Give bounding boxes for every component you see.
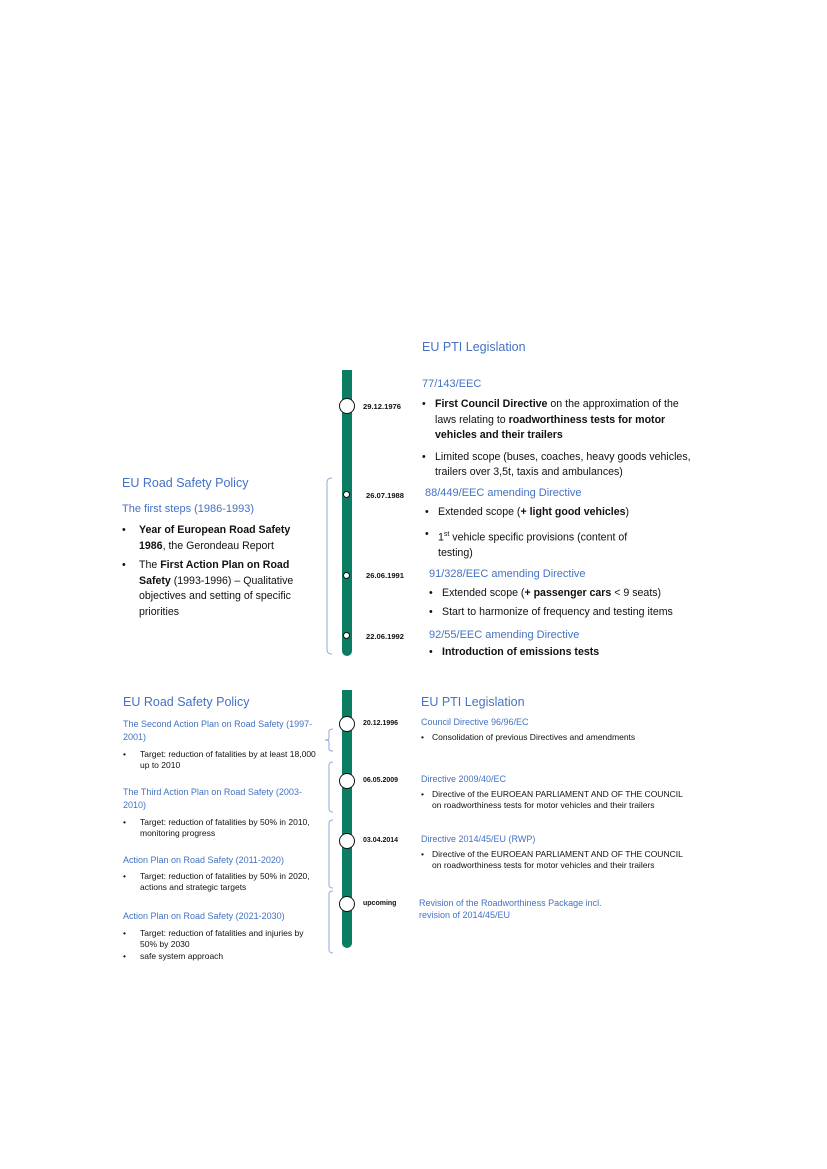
bullet-dot: •	[429, 587, 433, 599]
event-bullet	[425, 505, 695, 521]
event-title: Directive 2009/40/EC	[421, 774, 507, 784]
text: safe system approach	[140, 950, 224, 961]
superscript: st	[443, 530, 450, 538]
event-bullet	[429, 645, 699, 661]
bold-text: First Action Plan on Road Safety	[139, 559, 290, 587]
text: 1	[438, 531, 444, 544]
timeline-node-2014	[339, 833, 355, 849]
plan-title: Action Plan on Road Safety (2011-2020)	[123, 855, 284, 865]
text: , the Gerondeau Report	[162, 539, 274, 552]
policy-title-top: EU Road Safety Policy	[122, 476, 249, 490]
policy-item	[122, 523, 312, 554]
policy-title-bottom: EU Road Safety Policy	[123, 695, 250, 709]
text: < 9 seats)	[611, 587, 662, 599]
text: (1993-1996) – Qualitative objectives and setting of specific priorities	[139, 574, 294, 618]
event-bullet	[421, 789, 683, 812]
bold-text: First Council Directive	[435, 398, 548, 410]
event-date: 29.12.1976	[363, 402, 402, 411]
plan-bullet	[123, 928, 318, 951]
text: Target: reduction of fatalities and injuries by 50% by 2030	[140, 928, 304, 950]
event-1976	[422, 378, 692, 481]
event-date: 06.05.2009	[363, 777, 399, 784]
plan-2011-2020	[123, 854, 318, 894]
event-1991	[429, 568, 699, 620]
bold-text: Year of European Road Safety 1986	[139, 524, 291, 552]
text: The	[139, 559, 161, 571]
bracket-bottom-2	[324, 762, 334, 812]
bold-text: roadworthiness tests for motor vehicles and their trailers	[435, 413, 666, 441]
event-bullet	[422, 397, 692, 444]
text: Target: reduction of fatalities by 50% in 2020, actions and strategic targets	[140, 871, 310, 893]
plan-title: Action Plan on Road Safety (2021-2030)	[123, 911, 285, 921]
plan-bullet	[123, 749, 318, 772]
legislation-title-bottom: EU PTI Legislation	[421, 695, 525, 709]
event-date: 22.06.1992	[366, 632, 405, 641]
plan-title: The Second Action Plan on Road Safety (1997-2001)	[123, 719, 313, 742]
bold-text: + light good vehicles	[520, 506, 626, 518]
event-title: 77/143/EEC	[422, 378, 482, 390]
text: Target: reduction of fatalities by 50% in 2010, monitoring progress	[140, 817, 310, 839]
text: vehicle specific provisions (content of testing)	[438, 531, 628, 559]
event-bullet	[429, 605, 699, 621]
timeline-node-1996	[339, 716, 355, 732]
event-title: 92/55/EEC amending Directive	[429, 629, 580, 641]
event-date: 26.06.1991	[366, 571, 405, 580]
bullet-dot: •	[422, 398, 426, 410]
plan-2021-2030	[123, 910, 318, 962]
event-bullet	[421, 849, 683, 872]
event-1988	[425, 487, 695, 561]
plan-second	[123, 718, 318, 772]
bullet-dot: •	[421, 732, 424, 742]
event-title: Directive 2014/45/EU (RWP)	[421, 834, 536, 844]
bullet-dot: •	[123, 928, 126, 938]
bullet-dot: •	[122, 559, 126, 571]
event-1996	[421, 717, 691, 743]
timeline-node-2009	[339, 773, 355, 789]
bracket-top	[322, 478, 334, 654]
policy-list	[122, 523, 312, 620]
text: on the approximation of the laws relating to	[435, 398, 679, 426]
event-title: 88/449/EEC amending Directive	[425, 487, 582, 499]
text: Consolidation of previous Directives and amendments	[432, 732, 636, 742]
text: Start to harmonize of frequency and testing items	[442, 605, 673, 618]
bullet-dot: •	[429, 646, 433, 658]
bold-text: Introduction of emissions tests	[442, 646, 600, 658]
bullet-dot: •	[429, 605, 433, 618]
event-bullet	[425, 527, 658, 562]
plan-bullet	[123, 871, 318, 894]
event-title: 91/328/EEC amending Directive	[429, 568, 586, 580]
plan-title: The Third Action Plan on Road Safety (2003-2010)	[123, 787, 302, 810]
event-title: Council Directive 96/96/EC	[421, 717, 529, 727]
bullet-dot: •	[425, 506, 429, 518]
policy-item	[122, 558, 312, 620]
text: Directive of the EUROEAN PARLIAMENT AND OF THE COUNCIL on roadworthiness tests for motor vehicles and their trailers	[432, 789, 683, 811]
event-date: 20.12.1996	[363, 720, 399, 727]
text: Directive of the EUROEAN PARLIAMENT AND OF THE COUNCIL on roadworthiness tests for motor vehicles and their trailers	[432, 849, 683, 871]
plan-third	[123, 786, 318, 840]
event-date: upcoming	[363, 900, 397, 907]
bullet-dot: •	[422, 450, 426, 463]
event-1992	[429, 629, 699, 661]
bullet-dot: •	[122, 524, 126, 536]
event-2009	[421, 774, 683, 812]
bullet-dot: •	[425, 527, 429, 540]
timeline-node-1976	[339, 398, 355, 414]
bullet-dot: •	[123, 950, 126, 961]
bold-text: + passenger cars	[524, 587, 612, 599]
bracket-bottom-1	[324, 729, 334, 751]
event-title: Revision of the Roadworthiness Package incl. revision of 2014/45/EU	[419, 898, 602, 920]
text: Extended scope (	[438, 506, 521, 518]
text: Limited scope (buses, coaches, heavy goods vehicles, trailers over 3,5t, taxis and ambulances)	[435, 450, 691, 478]
bullet-dot: •	[421, 849, 424, 859]
event-2014	[421, 834, 683, 872]
timeline-node-1992	[343, 632, 350, 639]
event-bullet	[421, 732, 691, 743]
event-bullet	[429, 586, 699, 602]
policy-subtitle: The first steps (1986-1993)	[122, 503, 255, 515]
bracket-bottom-4	[324, 891, 334, 953]
bullet-dot: •	[123, 749, 126, 759]
text: )	[625, 506, 630, 518]
event-date: 03.04.2014	[363, 837, 399, 844]
plan-bullet	[123, 951, 318, 962]
bullet-dot: •	[123, 817, 126, 827]
event-upcoming	[419, 897, 604, 921]
timeline-node-1988	[343, 491, 350, 498]
timeline-node-upcoming	[339, 896, 355, 912]
event-date: 26.07.1988	[366, 491, 405, 500]
bullet-dot: •	[421, 789, 424, 799]
bullet-dot: •	[123, 871, 126, 881]
bracket-bottom-3	[324, 820, 334, 888]
plan-bullet	[123, 817, 318, 840]
legislation-title-top: EU PTI Legislation	[422, 340, 526, 354]
text: Extended scope (	[442, 587, 525, 599]
text: Target: reduction of fatalities by at least 18,000 up to 2010	[140, 749, 316, 771]
event-bullet	[422, 450, 692, 481]
timeline-node-1991	[343, 572, 350, 579]
